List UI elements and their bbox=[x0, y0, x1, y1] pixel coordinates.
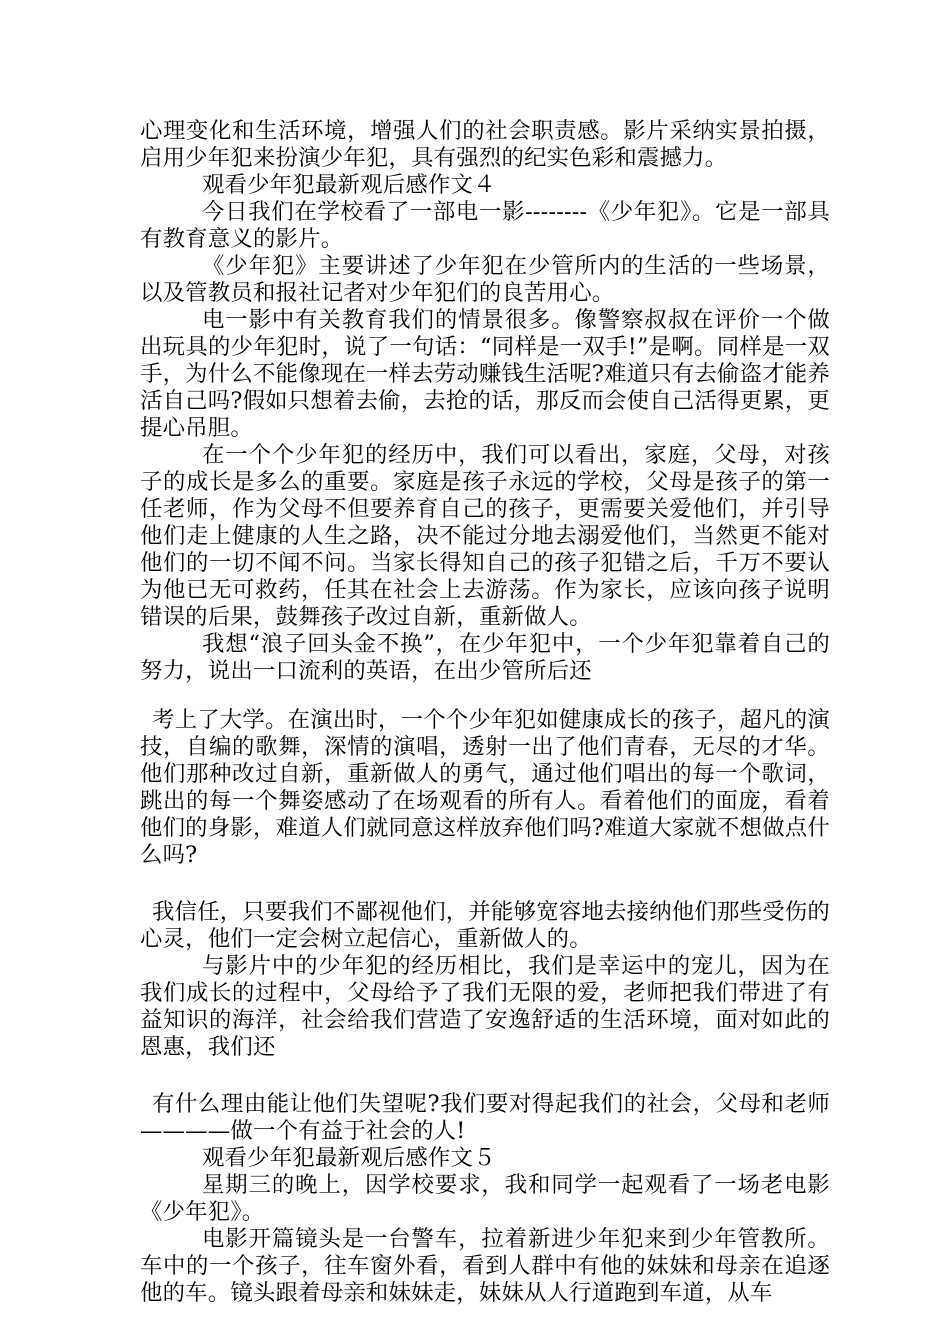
paragraph-5: 在一个个少年犯的经历中，我们可以看出，家庭，父母，对孩子的成长是多么的重要。家庭是孩子永远的学校，父母是孩子的第一任老师，作为父母不但要养育自己的孩子，更需要关爱他们，并引导他们走上健康的人生之路，决不能过分地去溺爱他们，当然更不能对他们的一切不闻不问。当家长得知自己的孩子犯错之后，千万不要认为他已无可救药，任其在社会上去游荡。作为家长，应该向孩子说明错误的后果，鼓舞孩子改过自新，重新做人。 bbox=[140, 442, 830, 630]
paragraph-11: 星期三的晚上，因学校要求，我和同学一起观看了一场老电影《少年犯》。 bbox=[140, 1172, 830, 1225]
section-heading-5: 观看少年犯最新观后感作文５ bbox=[202, 1145, 496, 1171]
paragraph-gap bbox=[140, 1061, 830, 1091]
paragraph-3: 《少年犯》主要讲述了少年犯在少管所内的生活的一些场景，以及管教员和报社记者对少年犯们的良苦用心。 bbox=[140, 253, 830, 306]
paragraph-12: 电影开篇镜头是一台警车，拉着新进少年犯来到少年管教所。车中的一个孩子，往车窗外看，看到人群中有他的妹妹和母亲在追逐他的车。镜头跟着母亲和妹妹走，妹妹从人行道跑到车道，从车 bbox=[140, 1226, 830, 1306]
section-heading-4: 观看少年犯最新观后感作文４ bbox=[202, 172, 496, 198]
paragraph-gap bbox=[140, 685, 830, 707]
paragraph-4: 电一影中有关教育我们的情景很多。像警察叔叔在评价一个做出玩具的少年犯时，说了一句话：“同样是一双手!”是啊。同样是一双手，为什么不能像现在一样去劳动赚钱生活呢?难道只有去偷盗才能养活自己吗?假如只想着去偷，去抢的话，那反而会使自己活得更累，更提心吊胆。 bbox=[140, 307, 830, 441]
paragraph-gap bbox=[140, 869, 830, 899]
paragraph-1: 心理变化和生活环境，增强人们的社会职责感。影片采纳实景拍摄，启用少年犯来扮演少年犯，具有强烈的纪实色彩和震撼力。 bbox=[140, 118, 830, 171]
paragraph-6: 我想“浪子回头金不换”，在少年犯中，一个少年犯靠着自己的努力，说出一口流利的英语，在出少管所后还 bbox=[140, 631, 830, 684]
paragraph-7: 考上了大学。在演出时，一个个少年犯如健康成长的孩子，超凡的演技，自编的歌舞，深情的演唱，透射一出了他们青春，无尽的才华。他们那种改过自新，重新做人的勇气，通过他们唱出的每一个歌词，跳出的每一个舞姿感动了在场观看的所有人。看着他们的面庞，看着他们的身影，难道人们就同意这样放弃他们吗?难道大家就不想做点什么吗? bbox=[140, 707, 830, 868]
paragraph-10: 有什么理由能让他们失望呢?我们要对得起我们的社会，父母和老师————做一个有益于社会的人! bbox=[140, 1091, 830, 1144]
paragraph-8: 我信任，只要我们不鄙视他们，并能够宽容地去接纳他们那些受伤的心灵，他们一定会树立起信心，重新做人的。 bbox=[140, 899, 830, 952]
paragraph-2: 今日我们在学校看了一部电一影--------《少年犯》。它是一部具有教育意义的影片。 bbox=[140, 199, 830, 252]
document-body bbox=[140, 118, 830, 1307]
paragraph-9: 与影片中的少年犯的经历相比，我们是幸运中的宠儿，因为在我们成长的过程中，父母给予了我们无限的爱，老师把我们带进了有益知识的海洋，社会给我们营造了安逸舒适的生活环境，面对如此的恩惠，我们还 bbox=[140, 953, 830, 1060]
